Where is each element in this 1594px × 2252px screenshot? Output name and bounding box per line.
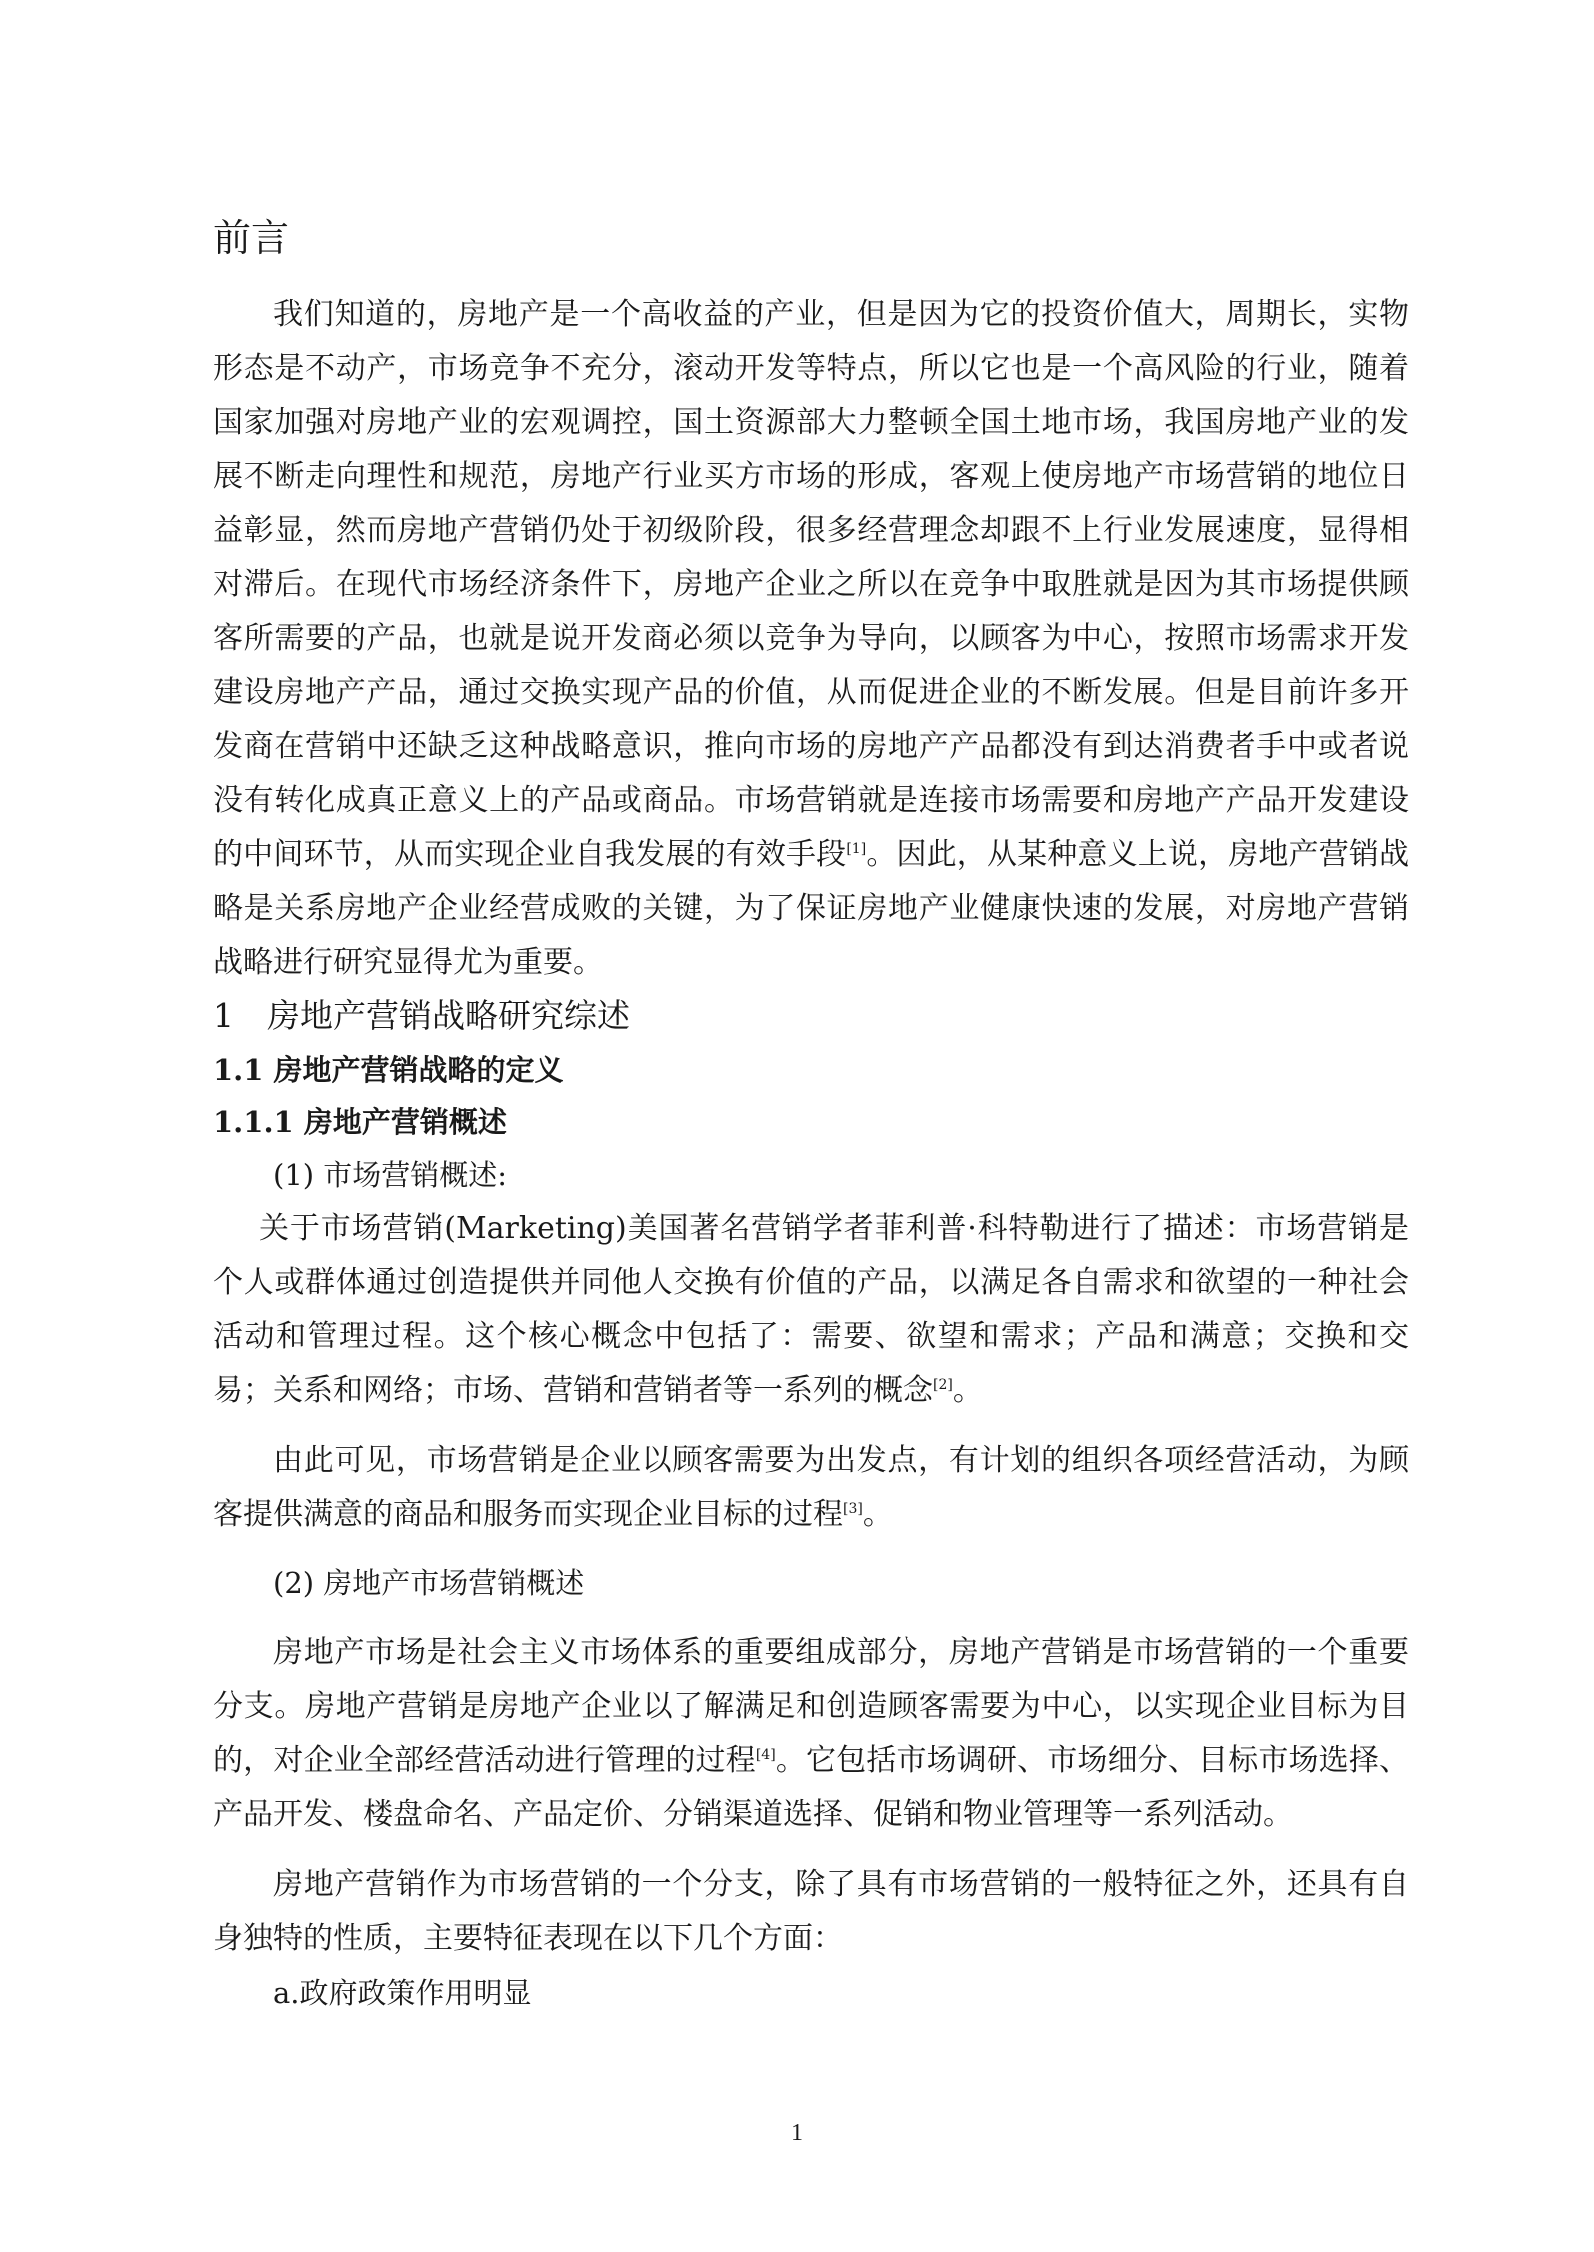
section-1-title: 房地产营销战略研究综述 [267,996,630,1035]
preface-text-end: 。因此，从某种意义上说，房地产营销战略是关系房地产企业经营成败的关键，为了保证房地产业健康快速的发展，对房地产营销战略进行研究显得尤为重要。 [213,837,1410,980]
item-1-text-2-end: 。 [862,1497,893,1532]
citation-3: [3] [843,1501,863,1517]
item-1-text-1-end: 。 [952,1373,983,1408]
preface-title: 前言 [213,216,290,260]
item-1-text-2: 由此可见，市场营销是企业以顾客需要为出发点，有计划的组织各项经营活动，为顾客提供满意的商品和服务而实现企业目标的过程 [213,1443,1409,1532]
page-number: 1 [791,2120,803,2146]
item-2-sub-a: a.政府政策作用明显 [273,1976,532,2010]
item-2-paragraph-1 [213,1626,1409,1842]
item-1-paragraph-2 [213,1434,1409,1542]
item-1-text-1: 关于市场营销(Marketing)美国著名营销学者菲利普·科特勒进行了描述：市场营销是个人或群体通过创造提供并同他人交换有价值的产品，以满足各自需求和欲望的一种社会活动和管理过程。这个核心概念中包括了：需要、欲望和需求；产品和满意；交换和交易；关系和网络；市场、营销和营销者等一系列的概念 [213,1211,1409,1408]
citation-1: [1] [846,841,867,857]
item-2-paragraph-2: 房地产营销作为市场营销的一个分支，除了具有市场营销的一般特征之外，还具有自身独特的性质，主要特征表现在以下几个方面： [213,1867,1409,1956]
citation-4: [4] [755,1747,776,1763]
item-1-paragraph-1 [213,1202,1409,1418]
section-1-1-1-heading: 1.1.1 房地产营销概述 [213,1105,507,1139]
item-2-text-1-end: 。它包括市场调研、市场细分、目标市场选择、产品开发、楼盘命名、产品定价、分销渠道选择、促销和物业管理等一系列活动。 [213,1743,1410,1832]
preface-text: 我们知道的，房地产是一个高收益的产业，但是因为它的投资价值大，周期长，实物形态是不动产，市场竞争不充分，滚动开发等特点，所以它也是一个高风险的行业，随着国家加强对房地产业的宏观调控，国土资源部大力整顿全国土地市场，我国房地产业的发展不断走向理性和规范，房地产行业买方市场的形成，客观上使房地产市场营销的地位日益彰显，然而房地产营销仍处于初级阶段，很多经营理念却跟不上行业发展速度，显得相对滞后。在现代市场经济条件下，房地产企业之所以在竞争中取胜就是因为其市场提供顾客所需要的产品，也就是说开发商必须以竞争为导向，以顾客为中心，按照市场需求开发建设房地产产品，通过交换实现产品的价值，从而促进企业的不断发展。但是目前许多开发商在营销中还缺乏这种战略意识，推向市场的房地产产品都没有到达消费者手中或者说没有转化成真正意义上的产品或商品。市场营销就是连接市场需要和房地产产品开发建设的中间环节，从而实现企业自我发展的有效手段 [213,297,1409,872]
section-1-number: 1 [213,996,234,1035]
preface-paragraph [213,288,1409,990]
section-1-heading [213,990,1409,1042]
item-1-label: (1) 市场营销概述: [273,1158,508,1192]
item-2-text-1: 房地产市场是社会主义市场体系的重要组成部分，房地产营销是市场营销的一个重要分支。房地产营销是房地产企业以了解满足和创造顾客需要为中心，以实现企业目标为目的，对企业全部经营活动进行管理的过程 [213,1635,1409,1778]
page-content [213,210,1409,2020]
item-2-label: (2) 房地产市场营销概述 [273,1566,585,1600]
section-1-1-heading: 1.1 房地产营销战略的定义 [213,1053,564,1087]
citation-2: [2] [933,1377,953,1393]
